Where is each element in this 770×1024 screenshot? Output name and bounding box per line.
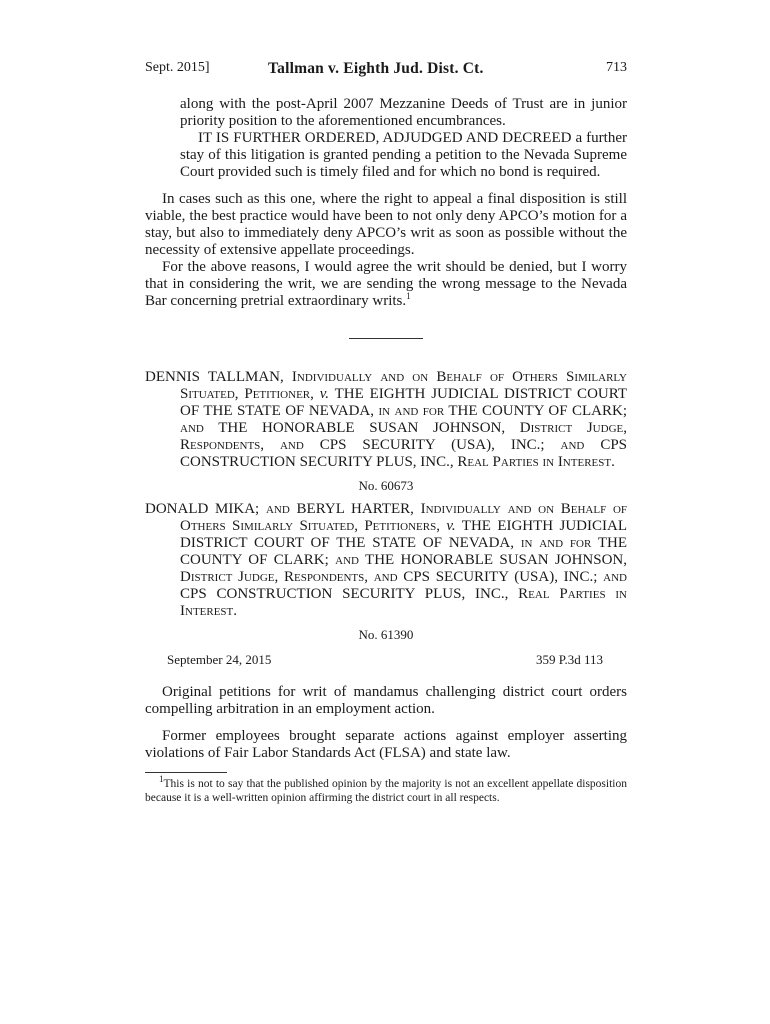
caption2-versus: v. xyxy=(446,518,456,534)
header-page-number: 713 xyxy=(606,60,627,75)
footnote-text: This is not to say that the published opinion by the majority is not an excellent appellate disposition because it is a well-written opinion affirming the district court in all respects. xyxy=(145,778,627,804)
caption1-role: Individually and on Behalf of Others Similarly Situated, Petitioner, xyxy=(180,369,627,402)
caption2-party-2: BERYL HARTER, xyxy=(289,501,421,517)
body-paragraph-2 xyxy=(145,259,627,310)
caption2-judge: THE HONORABLE SUSAN JOHNSON, xyxy=(358,552,627,568)
caption2-court: THE EIGHTH JUDICIAL DISTRICT COURT OF THE STATE OF NEVADA, xyxy=(180,518,628,551)
caption1-county: THE COUNTY OF CLARK; xyxy=(444,403,627,419)
caption2-and-3: and xyxy=(603,569,628,585)
footnote-reference: 1 xyxy=(406,291,411,301)
case-caption-2 xyxy=(145,501,627,620)
caption1-cps-security: CPS SECURITY (USA), INC.; xyxy=(303,437,561,453)
decision-date: September 24, 2015 xyxy=(167,652,272,667)
block-quote xyxy=(180,96,627,181)
docket-number-1: No. 60673 xyxy=(358,478,414,493)
caption1-real-parties: Real Parties in Interest. xyxy=(457,454,615,470)
case-caption-1 xyxy=(145,369,627,471)
caption1-versus: v. xyxy=(319,386,330,402)
caption2-judge-role: District Judge, Respondents, and xyxy=(180,569,398,585)
caption1-party: DENNIS TALLMAN, xyxy=(145,369,292,385)
caption2-party-1: DONALD MIKA; xyxy=(145,501,266,517)
caption1-in-and-for: in and for xyxy=(378,403,445,419)
header-case-title: Tallman v. Eighth Jud. Dist. Ct. xyxy=(268,60,484,77)
body-paragraph-1: In cases such as this one, where the right to appeal a final disposition is still viable, the best practice would have been to not only deny APCO’s motion for a stay, but also to immediately deny APCO’s writ as soon as possible without the necessity of extensive appellate proceedings. xyxy=(145,191,627,258)
caption2-and-1: and xyxy=(265,501,290,517)
caption2-real-parties: Real Parties in Interest. xyxy=(180,586,627,619)
footnote-rule xyxy=(145,772,227,773)
caption1-and-2: and xyxy=(560,437,585,453)
caption2-in-and-for: in and for xyxy=(520,535,592,551)
page xyxy=(145,56,627,805)
footnote-marker: 1 xyxy=(159,774,164,785)
caption2-role: Individually and on Behalf of Others Similarly Situated, Petitioners, xyxy=(180,501,628,534)
caption1-judge: THE HONORABLE SUSAN JOHNSON, xyxy=(203,420,520,436)
running-header xyxy=(145,56,627,82)
caption2-county: THE COUNTY OF CLARK; xyxy=(180,535,628,568)
docket-number-2: No. 61390 xyxy=(358,627,414,642)
caption1-court: THE EIGHTH JUDICIAL DISTRICT COURT OF THE STATE OF NEVADA, xyxy=(180,386,627,419)
caption1-cps-construction: CPS CONSTRUCTION SECURITY PLUS, INC., xyxy=(180,437,628,470)
decision-dateline xyxy=(145,650,627,672)
header-date: Sept. 2015] xyxy=(145,60,210,75)
reporter-citation: 359 P.3d 113 xyxy=(535,652,603,667)
summary-paragraph-2: Former employees brought separate actions against employer asserting violations of Fair Labor Standards Act (FLSA) and state law. xyxy=(145,728,627,761)
summary-paragraph-1: Original petitions for writ of mandamus challenging district court orders compelling arbitration in an employment action. xyxy=(145,684,627,717)
caption2-cps-construction: CPS CONSTRUCTION SECURITY PLUS, INC., xyxy=(180,586,519,602)
footnote xyxy=(145,774,627,805)
caption2-and-2: and xyxy=(335,552,359,568)
quote-paragraph-1: along with the post-April 2007 Mezzanine Deeds of Trust are in junior priority position to the aforementioned encumbrances. xyxy=(180,96,627,129)
caption1-and-1: and xyxy=(180,420,204,436)
caption2-cps-security: CPS SECURITY (USA), INC.; xyxy=(397,569,604,585)
quote-paragraph-2: IT IS FURTHER ORDERED, ADJUDGED AND DECREED a further stay of this litigation is granted pending a petition to the Nevada Supreme Court provided such is timely filed and for which no bond is required. xyxy=(180,130,627,180)
section-separator xyxy=(349,338,423,339)
body-paragraph-2-text: For the above reasons, I would agree the writ should be denied, but I worry that in considering the writ, we are sending the wrong message to the Nevada Bar concerning pretrial extraordinary writs. xyxy=(145,259,627,309)
caption1-judge-role: District Judge, Respondents, and xyxy=(180,420,627,453)
